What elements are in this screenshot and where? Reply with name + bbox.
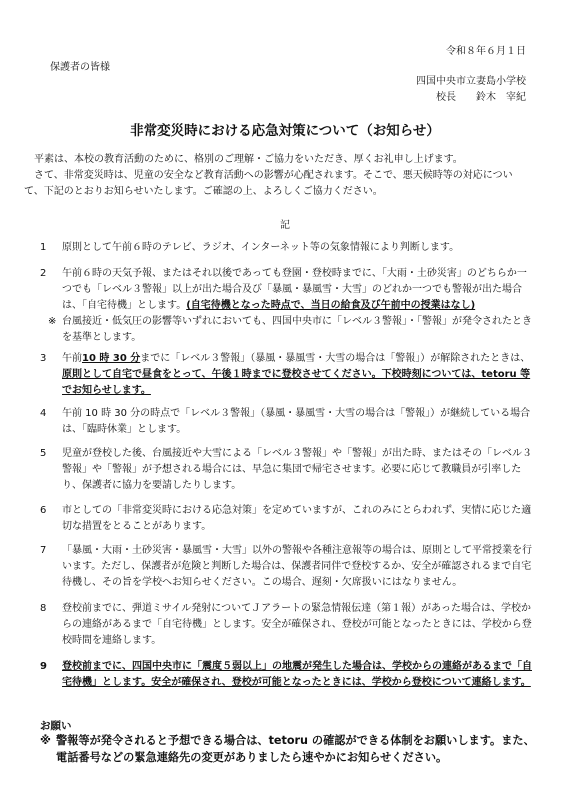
item-note: ※ 台風接近・低気圧の影響等いずれにおいても、四国中央市に「レベル３警報」・「警報」が発令されたときを基準とします。 xyxy=(48,316,532,343)
item-number: 5 xyxy=(40,448,47,459)
quake-intensity: 「震度５弱以上」 xyxy=(192,661,272,672)
return-to-school-notice: 原則として自宅で昼食をとって、午後１時までに登校させてください。下校時刻については、tetoru 等でお知らせします。 xyxy=(62,369,531,396)
list-item-2 xyxy=(40,266,532,346)
list-item-7 xyxy=(40,543,532,591)
item-number: 4 xyxy=(40,408,47,419)
item-text: 登校前までに、四国中央市に「震度５弱以上」の地震が発生した場合は、学校からの連絡があるまで「自宅待機」とします。安全が確保され、登校が可能となったときには、学校から登校について連絡します。 xyxy=(62,661,532,688)
school-name: 四国中央市立妻島小学校 xyxy=(416,76,526,87)
no-lunch-notice: (自宅待機となった時点で、当日の給食及び午前中の授業はなし) xyxy=(186,300,476,311)
list-item-6 xyxy=(40,503,532,535)
item-number: 7 xyxy=(40,545,47,556)
item-text: 「暴風・大雨・土砂災害・暴風雪・大雪」以外の警報や各種注意報等の場合は、原則として平常授業を行います。ただし、保護者が危険と判断した場合は、保護者同伴で登校するか、安全が確認されるまで自宅待機し、その旨を学校へお知らせください。この場合、遅刻・欠席扱いにはなりません。 xyxy=(62,545,532,588)
item-text: 午前 10 時 30 分の時点で「レベル３警報」（暴風・暴風雪・大雪の場合は「警報」）が継続している場合は、「臨時休業」とします。 xyxy=(62,408,531,435)
item-number: 8 xyxy=(40,603,47,614)
item-number: 6 xyxy=(40,505,47,516)
item-text: 市としての「非常変災時における応急対策」を定めていますが、これのみにとらわれず、実情に応じた適切な措置をとることがあります。 xyxy=(62,505,532,532)
list-item-1 xyxy=(40,240,532,256)
list-item-8 xyxy=(40,601,532,649)
request-text: 警報等が発令されると予想できる場合は、tetoru の確認ができる体制をお願いします。また、電話番号などの緊急連絡先の変更がありましたら速やかにお知らせください。 xyxy=(56,734,535,764)
item-text: 午前６時の天気予報、またはそれ以後であっても登園・登校時までに、「大雨・土砂災害」のどちらか一つでも「レベル３警報」以上が出た場合及び「暴風・暴風雪・大雪」のどれか一つでも警報が出た場合は、「自宅待機」とします。(自宅待機となった時点で、当日の給食及び午前中の授業はなし) xyxy=(62,268,527,311)
ki-heading: 記 xyxy=(280,220,290,231)
request-text-block xyxy=(40,732,536,766)
asterisk-mark: ※ xyxy=(40,734,51,747)
recipient: 保護者の皆様 xyxy=(50,62,110,73)
item-number: 2 xyxy=(40,268,47,279)
item-text: 児童が登校した後、台風接近や大雪による「レベル３警報」や「警報」が出た時、またはその「レベル３警報」や「警報」が予想される場合には、早急に集団で帰宅させます。必要に応じて教職員が引率したり、保護者に協力を要請したりします。 xyxy=(62,448,532,491)
list-item-3 xyxy=(40,351,532,399)
principal-name: 校長 鈴木 宰紀 xyxy=(436,92,526,103)
item-text: 午前10 時 30 分までに「レベル３警報」（暴風・暴風雪・大雪の場合は「警報」）が解除されたときは、原則として自宅で昼食をとって、午後１時までに登校させてください。下校時刻については、tetoru 等でお知らせします。 xyxy=(62,353,531,396)
document-title: 非常変災時における応急対策について（お知らせ） xyxy=(130,123,440,139)
request-heading: お願い xyxy=(40,720,72,732)
list-item-5 xyxy=(40,446,532,494)
document-date: 令和８年６月１日 xyxy=(446,46,526,57)
deadline-time: 10 時 30 分 xyxy=(82,353,141,364)
list-item-9 xyxy=(40,659,532,691)
intro-paragraph-1: 平素は、本校の教育活動のために、格別のご理解・ご協力をいただき、厚くお礼申し上げます。 xyxy=(34,154,463,165)
item-number: 3 xyxy=(40,353,47,364)
item-number: 1 xyxy=(40,242,47,253)
item-number: 9 xyxy=(40,661,47,672)
list-item-4 xyxy=(40,406,532,438)
item-text: 登校前までに、弾道ミサイル発射についてＪアラートの緊急情報伝達（第１報）があった場合は、学校からの連絡があるまで「自宅待機」とします。安全が確保され、登校が可能となったときには、学校から登校時間を連絡します。 xyxy=(62,603,532,646)
intro-paragraph-2: さて、非常変災時は、児童の安全など教育活動への影響が心配されます。そこで、悪天候時等の対応について、下記のとおりお知らせいたします。ご確認の上、よろしくご協力ください。 xyxy=(24,170,513,197)
item-text: 原則として午前６時のテレビ、ラジオ、インターネット等の気象情報により判断します。 xyxy=(62,242,460,253)
